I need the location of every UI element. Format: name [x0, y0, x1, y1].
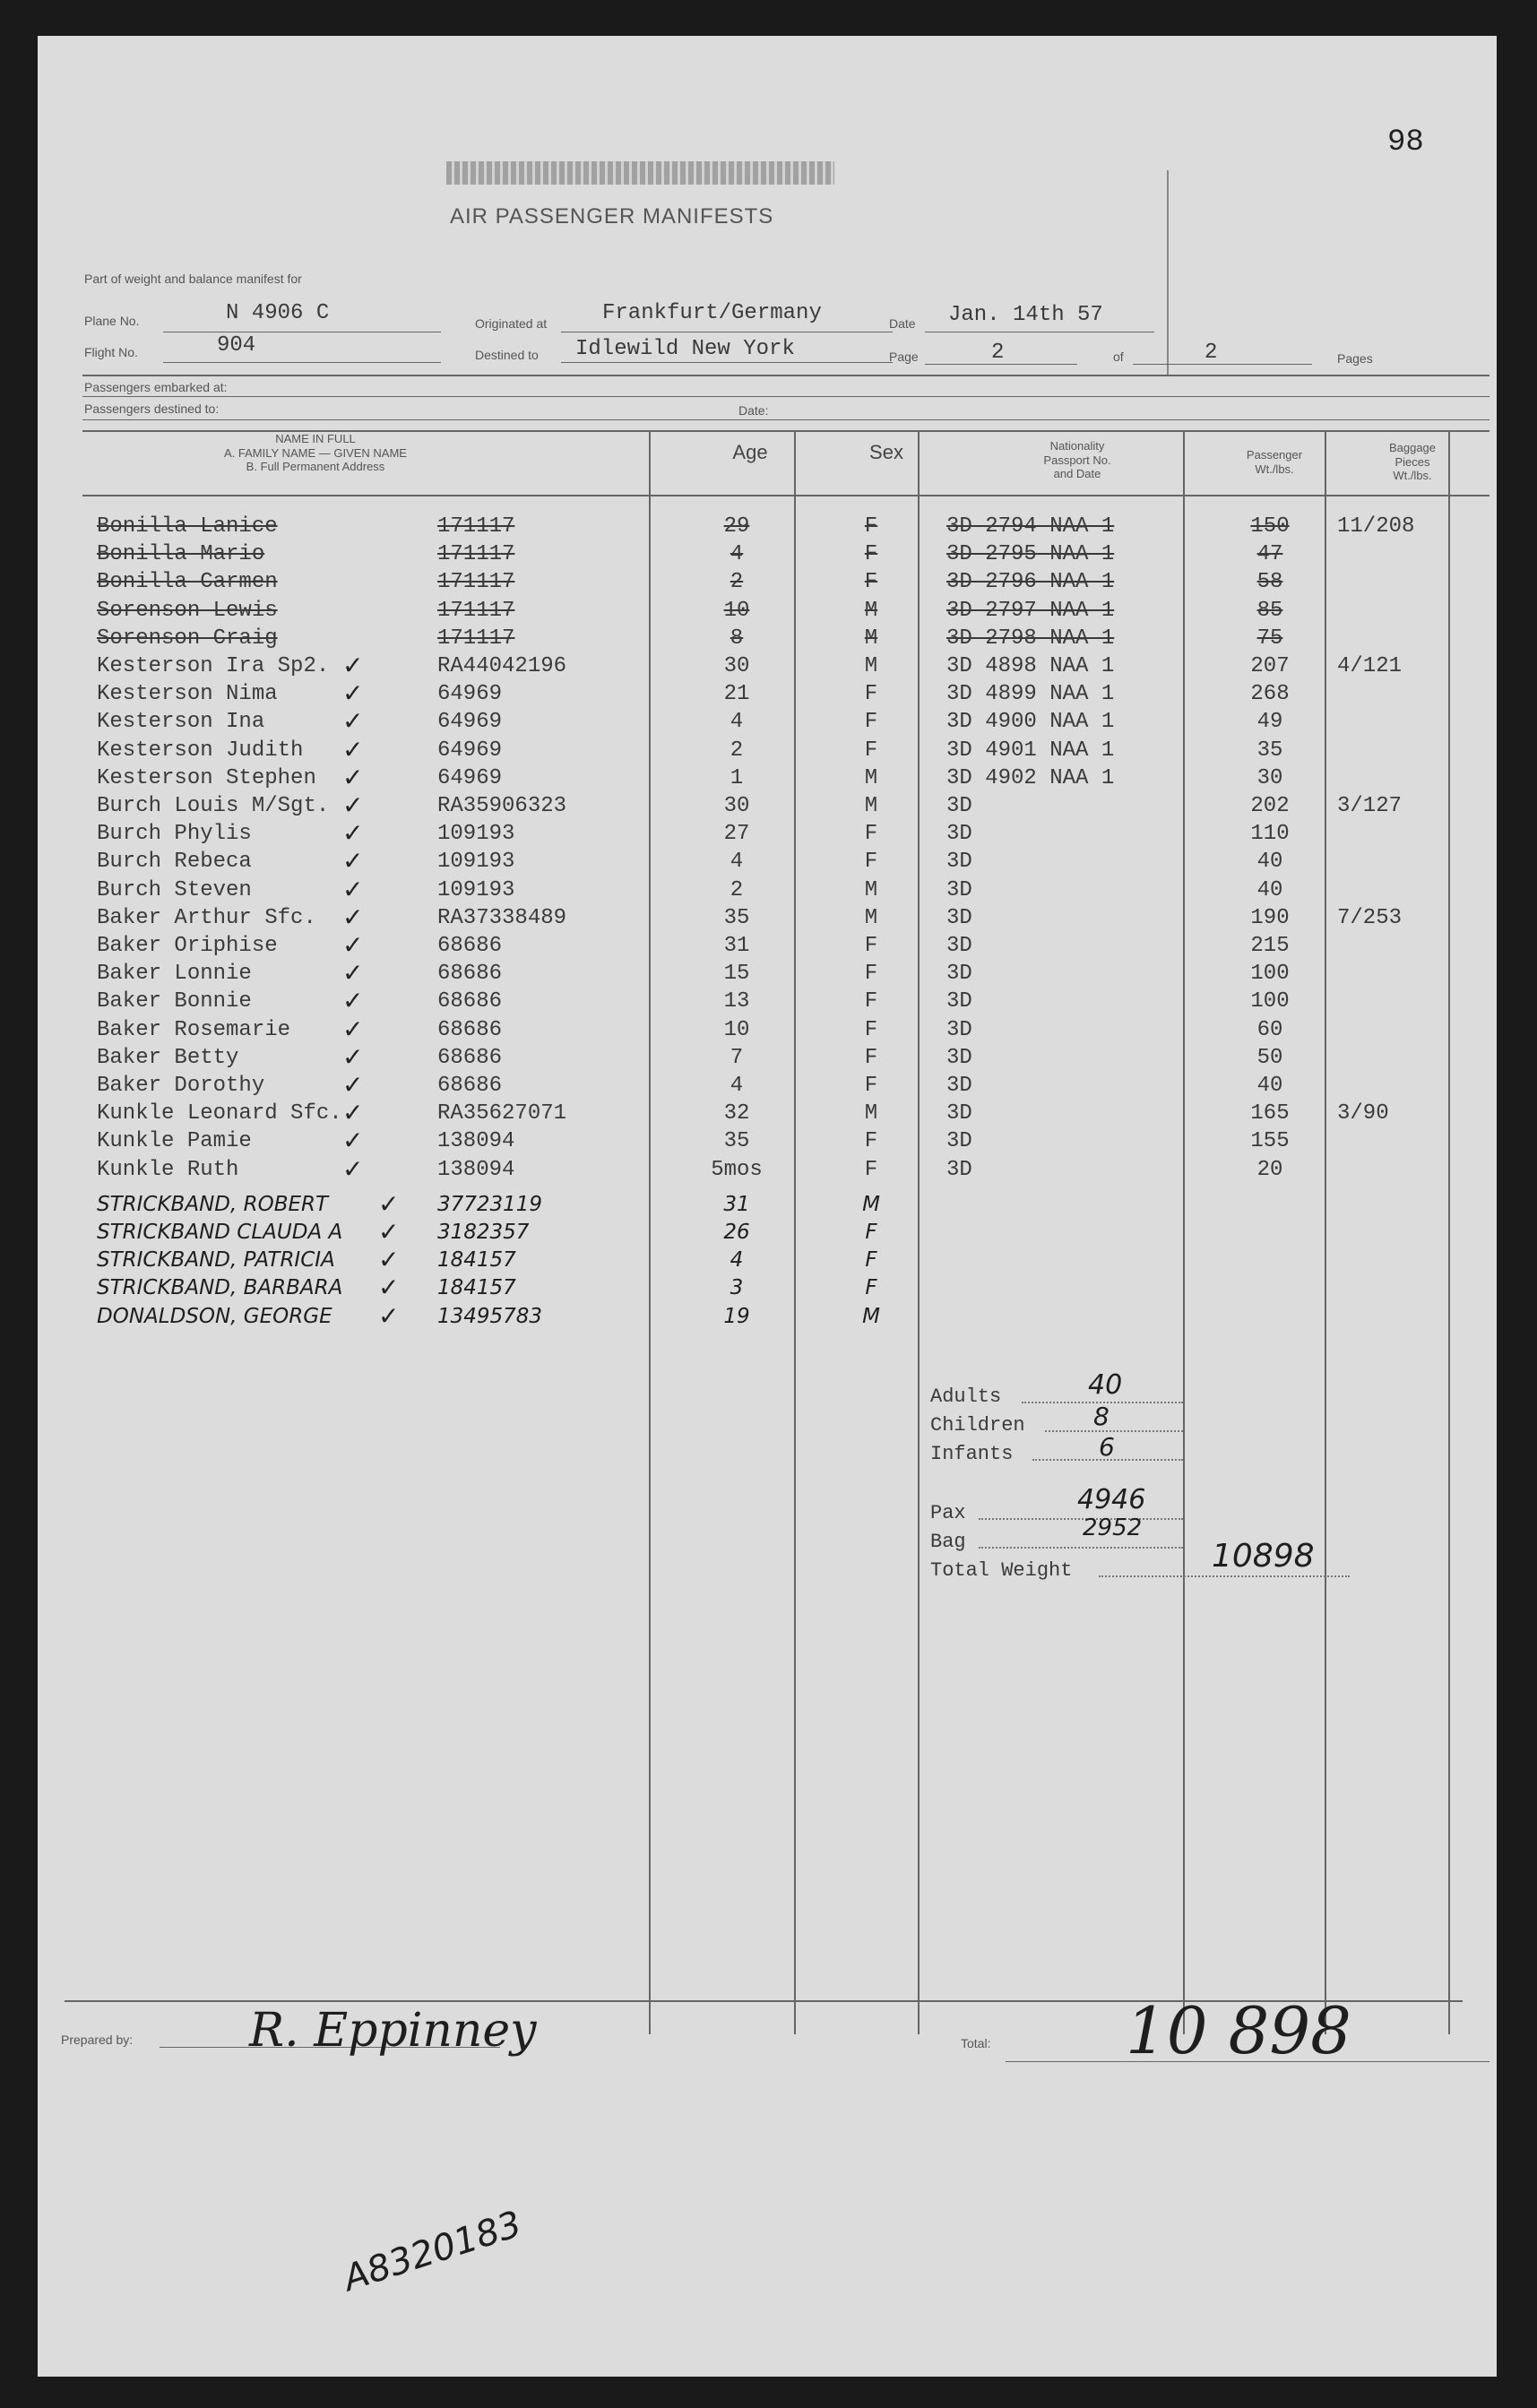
passenger-age: 4	[730, 1248, 744, 1273]
infants-value: 6	[1099, 1432, 1115, 1462]
passenger-sex: M	[862, 1192, 880, 1216]
passenger-age: 7	[730, 1045, 744, 1070]
passenger-address: 171117	[437, 570, 515, 595]
passenger-age: 2	[730, 877, 744, 902]
passenger-name: Baker Bonnie	[97, 989, 252, 1014]
checkmark-icon: ✓	[342, 652, 364, 679]
passenger-age: 2	[730, 570, 744, 595]
passenger-weight: 50	[1256, 1045, 1283, 1070]
passenger-address: 138094	[437, 1157, 515, 1182]
passenger-weight: 49	[1256, 710, 1283, 735]
checkmark-icon: ✓	[342, 987, 364, 1015]
passenger-address: 68686	[437, 989, 503, 1014]
passenger-weight: 75	[1256, 626, 1283, 651]
passenger-age: 15	[723, 962, 750, 987]
checkmark-icon: ✓	[378, 1246, 400, 1274]
passenger-address: 184157	[437, 1248, 516, 1273]
passenger-age: 21	[723, 682, 750, 707]
checkmark-icon: ✓	[342, 931, 364, 959]
checkmark-icon: ✓	[342, 902, 364, 931]
passenger-passport: 3D	[946, 1157, 972, 1182]
passenger-address: 171117	[437, 514, 515, 539]
plane-no-value: N 4906 C	[226, 301, 330, 325]
bag-value: 2952	[1083, 1515, 1143, 1541]
date-label: Date	[889, 316, 916, 331]
passenger-sex: F	[864, 1045, 878, 1070]
passenger-passport: 3D	[946, 850, 972, 875]
passenger-age: 27	[723, 822, 750, 847]
passenger-name: Kesterson Ira Sp2.	[97, 654, 330, 678]
passenger-address: RA37338489	[437, 905, 567, 930]
passenger-weight: 85	[1256, 598, 1283, 623]
checkmark-icon: ✓	[342, 959, 364, 988]
passenger-passport: 3D	[946, 794, 972, 818]
passenger-weight: 202	[1250, 794, 1290, 818]
passenger-sex: F	[865, 1248, 877, 1273]
form-title: AIR PASSENGER MANIFESTS	[450, 204, 774, 229]
passenger-name: Baker Lonnie	[97, 962, 252, 987]
passenger-sex: F	[864, 738, 878, 763]
checkmark-icon: ✓	[342, 791, 364, 819]
passenger-age: 31	[723, 934, 750, 958]
passenger-weight: 155	[1250, 1129, 1290, 1154]
passenger-name: Bonilla Mario	[97, 542, 265, 567]
passenger-address: 68686	[437, 1074, 503, 1098]
passenger-name: Baker Arthur Sfc.	[97, 905, 316, 930]
passenger-address: RA44042196	[437, 654, 567, 678]
passenger-sex: F	[864, 850, 878, 875]
checkmark-icon: ✓	[378, 1301, 400, 1330]
passenger-weight: 190	[1250, 905, 1290, 930]
passenger-address: RA35627071	[437, 1101, 567, 1126]
passenger-address: 138094	[437, 1129, 515, 1154]
checkmark-icon: ✓	[342, 1042, 364, 1071]
passenger-age: 3	[730, 1276, 744, 1300]
passenger-weight: 47	[1256, 542, 1283, 567]
adults-label: Adults	[930, 1385, 1002, 1408]
passenger-weight: 165	[1250, 1101, 1290, 1126]
plane-no-label: Plane No.	[84, 314, 140, 328]
passenger-name: Kunkle Ruth	[97, 1157, 239, 1182]
passenger-weight: 30	[1256, 765, 1283, 790]
passenger-name: Burch Phylis	[97, 822, 252, 847]
passenger-sex: F	[864, 989, 878, 1014]
passenger-name: Baker Betty	[97, 1045, 239, 1070]
passenger-sex: F	[864, 1129, 878, 1154]
originated-label: Originated at	[475, 316, 548, 331]
passenger-passport: 3D	[946, 822, 972, 847]
passenger-weight: 215	[1250, 934, 1290, 958]
adults-value: 40	[1088, 1369, 1123, 1401]
passenger-sex: F	[864, 570, 878, 595]
passenger-name: STRICKBAND CLAUDA A	[97, 1221, 343, 1244]
passenger-weight: 20	[1256, 1157, 1283, 1182]
total-label: Total:	[961, 2036, 991, 2050]
passenger-passport: 3D	[946, 1017, 972, 1042]
passenger-address: 109193	[437, 877, 515, 902]
passenger-address: 184157	[437, 1276, 516, 1300]
passenger-passport: 3D 2795 NAA 1	[946, 542, 1115, 567]
total-weight-value: 10898	[1212, 1538, 1315, 1575]
passenger-weight: 207	[1250, 654, 1290, 678]
passenger-sex: F	[864, 514, 878, 539]
passenger-name: STRICKBAND, PATRICIA	[97, 1248, 335, 1273]
passenger-address: 171117	[437, 626, 515, 651]
passenger-name: Burch Louis M/Sgt.	[97, 794, 330, 818]
passenger-weight: 110	[1250, 822, 1290, 847]
passenger-name: Kunkle Leonard Sfc.	[97, 1101, 342, 1126]
passenger-address: 109193	[437, 850, 515, 875]
infants-label: Infants	[930, 1443, 1014, 1465]
checkmark-icon: ✓	[342, 763, 364, 791]
passenger-sex: M	[864, 654, 878, 678]
total-weight-label: Total Weight	[930, 1559, 1073, 1582]
passenger-passport: 3D	[946, 877, 972, 902]
checkmark-icon: ✓	[342, 1126, 364, 1155]
passenger-baggage: 3/90	[1337, 1101, 1389, 1126]
passenger-age: 10	[723, 598, 750, 623]
checkmark-icon: ✓	[378, 1189, 400, 1218]
checkmark-icon: ✓	[342, 735, 364, 764]
passenger-passport: 3D 2796 NAA 1	[946, 570, 1115, 595]
pax-label: Pax	[930, 1502, 966, 1524]
passenger-address: 13495783	[437, 1304, 543, 1328]
passenger-passport: 3D 2797 NAA 1	[946, 598, 1115, 623]
passenger-name: Burch Steven	[97, 877, 252, 902]
passenger-weight: 150	[1250, 514, 1290, 539]
passenger-weight: 60	[1256, 1017, 1283, 1042]
passenger-age: 4	[730, 710, 744, 735]
col-nationality-header: Nationality Passport No. and Date	[1043, 439, 1111, 481]
checkmark-icon: ✓	[342, 1099, 364, 1127]
passenger-address: 64969	[437, 682, 503, 707]
passenger-age: 2	[730, 738, 744, 763]
passenger-name: Bonilla Carmen	[97, 570, 278, 595]
passenger-sex: F	[865, 1276, 877, 1300]
passenger-sex: F	[864, 542, 878, 567]
passenger-passport: 3D 4899 NAA 1	[946, 682, 1115, 707]
checkmark-icon: ✓	[342, 1071, 364, 1099]
passenger-sex: F	[864, 1074, 878, 1098]
passenger-name: Sorenson Craig	[97, 626, 278, 651]
passenger-age: 1	[730, 765, 744, 790]
pax-value: 4946	[1077, 1484, 1146, 1515]
header-divider	[1167, 170, 1169, 376]
children-label: Children	[930, 1414, 1025, 1437]
passenger-age: 8	[730, 626, 744, 651]
destined-label: Destined to	[475, 348, 539, 362]
passenger-address: 109193	[437, 822, 515, 847]
passenger-age: 32	[723, 1101, 750, 1126]
passenger-age: 4	[730, 542, 744, 567]
passenger-address: 68686	[437, 1045, 503, 1070]
passenger-name: STRICKBAND, ROBERT	[97, 1192, 329, 1216]
passenger-passport: 3D 4898 NAA 1	[946, 654, 1115, 678]
passenger-address: 171117	[437, 598, 515, 623]
passenger-age: 35	[723, 1129, 750, 1154]
passenger-sex: F	[864, 934, 878, 958]
passenger-name: Baker Rosemarie	[97, 1017, 291, 1042]
passenger-sex: M	[864, 1101, 878, 1126]
passenger-address: 64969	[437, 738, 503, 763]
col-age-header: Age	[732, 441, 768, 463]
passenger-name: Kunkle Pamie	[97, 1129, 252, 1154]
passenger-address: RA35906323	[437, 794, 567, 818]
passenger-sex: M	[864, 765, 878, 790]
title-stamp	[446, 161, 834, 185]
passenger-passport: 3D 2798 NAA 1	[946, 626, 1115, 651]
passenger-name: Kesterson Stephen	[97, 765, 316, 790]
passenger-passport: 3D 2794 NAA 1	[946, 514, 1115, 539]
col-sex-header: Sex	[869, 441, 903, 463]
destined-value: Idlewild New York	[575, 337, 795, 361]
flight-no-label: Flight No.	[84, 345, 138, 359]
flight-no-value: 904	[217, 333, 256, 358]
manifest-sheet	[38, 36, 1497, 2377]
passenger-sex: M	[864, 877, 878, 902]
passenger-age: 30	[723, 654, 750, 678]
passenger-weight: 100	[1250, 962, 1290, 987]
passenger-age: 35	[723, 905, 750, 930]
passenger-passport: 3D	[946, 1101, 972, 1126]
passenger-address: 68686	[437, 934, 503, 958]
handwritten-note: A8320183	[338, 2203, 527, 2300]
passenger-weight: 35	[1256, 738, 1283, 763]
passenger-sex: M	[864, 598, 878, 623]
of-label: of	[1113, 350, 1124, 364]
prepared-by-signature: R. Eppinney	[249, 2004, 537, 2058]
checkmark-icon: ✓	[342, 1014, 364, 1043]
passenger-baggage: 3/127	[1337, 794, 1403, 818]
passenger-address: 68686	[437, 962, 503, 987]
passenger-age: 31	[723, 1192, 750, 1216]
checkmark-icon: ✓	[342, 819, 364, 848]
bag-label: Bag	[930, 1531, 966, 1553]
passenger-name: Sorenson Lewis	[97, 598, 278, 623]
passenger-passport: 3D 4901 NAA 1	[946, 738, 1115, 763]
passenger-sex: F	[864, 962, 878, 987]
passenger-address: 64969	[437, 710, 503, 735]
passenger-passport: 3D	[946, 1074, 972, 1098]
passenger-name: STRICKBAND, BARBARA	[97, 1276, 343, 1300]
passenger-age: 4	[730, 850, 744, 875]
passenger-sex: F	[864, 822, 878, 847]
passenger-passport: 3D	[946, 934, 972, 958]
passenger-passport: 3D	[946, 962, 972, 987]
passenger-sex: M	[864, 794, 878, 818]
passenger-name: Kesterson Nima	[97, 682, 278, 707]
children-value: 8	[1093, 1402, 1110, 1431]
passenger-weight: 40	[1256, 877, 1283, 902]
passenger-name: Kesterson Ina	[97, 710, 265, 735]
passenger-name: Baker Dorothy	[97, 1074, 265, 1098]
passenger-passport: 3D 4902 NAA 1	[946, 765, 1115, 790]
passenger-age: 29	[723, 514, 750, 539]
pages-label: Pages	[1337, 351, 1373, 366]
passenger-weight: 268	[1250, 682, 1290, 707]
col-name-header: NAME IN FULL A. FAMILY NAME — GIVEN NAME B. Full Permanent Address	[224, 432, 407, 474]
passenger-sex: M	[864, 626, 878, 651]
passenger-age: 10	[723, 1017, 750, 1042]
passenger-sex: F	[865, 1221, 877, 1244]
passenger-passport: 3D 4900 NAA 1	[946, 710, 1115, 735]
of-value: 2	[1205, 341, 1218, 365]
checkmark-icon: ✓	[342, 875, 364, 903]
page-value: 2	[991, 341, 1005, 365]
originated-value: Frankfurt/Germany	[602, 301, 822, 325]
checkmark-icon: ✓	[378, 1273, 400, 1302]
destined-to-label: Passengers destined to:	[84, 401, 220, 416]
passenger-sex: F	[864, 1157, 878, 1182]
passenger-weight: 58	[1256, 570, 1283, 595]
passenger-address: 64969	[437, 765, 503, 790]
passenger-age: 4	[730, 1074, 744, 1098]
passenger-age: 26	[723, 1221, 750, 1244]
checkmark-icon: ✓	[342, 679, 364, 708]
passenger-weight: 40	[1256, 850, 1283, 875]
passenger-baggage: 4/121	[1337, 654, 1403, 678]
passenger-name: DONALDSON, GEORGE	[97, 1304, 332, 1328]
passenger-address: 171117	[437, 542, 515, 567]
checkmark-icon: ✓	[342, 847, 364, 876]
passenger-name: Baker Oriphise	[97, 934, 278, 958]
passenger-sex: F	[864, 710, 878, 735]
passenger-name: Bonilla Lanice	[97, 514, 278, 539]
passenger-sex: F	[864, 1017, 878, 1042]
checkmark-icon: ✓	[342, 1154, 364, 1183]
passenger-sex: M	[862, 1304, 880, 1328]
passenger-passport: 3D	[946, 905, 972, 930]
passenger-weight: 100	[1250, 989, 1290, 1014]
passenger-passport: 3D	[946, 1045, 972, 1070]
col-passenger-wt-header: Passenger Wt./lbs.	[1246, 448, 1303, 476]
passenger-age: 13	[723, 989, 750, 1014]
passenger-passport: 3D	[946, 1129, 972, 1154]
passenger-address: 3182357	[437, 1221, 530, 1244]
passenger-name: Burch Rebeca	[97, 850, 252, 875]
passenger-sex: M	[864, 905, 878, 930]
passenger-name: Kesterson Judith	[97, 738, 304, 763]
page-label: Page	[889, 350, 919, 364]
passenger-weight: 40	[1256, 1074, 1283, 1098]
passenger-address: 68686	[437, 1017, 503, 1042]
checkmark-icon: ✓	[342, 707, 364, 736]
passenger-address: 37723119	[437, 1192, 543, 1216]
passenger-passport: 3D	[946, 989, 972, 1014]
passenger-baggage: 7/253	[1337, 905, 1403, 930]
part-of-label: Part of weight and balance manifest for	[84, 272, 302, 286]
passenger-age: 5mos	[711, 1157, 763, 1182]
date2-label: Date:	[738, 403, 769, 418]
passenger-sex: F	[864, 682, 878, 707]
embarked-label: Passengers embarked at:	[84, 380, 228, 394]
page-number: 98	[1387, 125, 1424, 160]
footer-total-value: 10 898	[1126, 1993, 1351, 2068]
date-value: Jan. 14th 57	[948, 303, 1103, 327]
prepared-by-label: Prepared by:	[61, 2033, 134, 2047]
passenger-age: 30	[723, 794, 750, 818]
checkmark-icon: ✓	[378, 1218, 400, 1246]
passenger-age: 19	[723, 1304, 750, 1328]
col-baggage-header: Baggage Pieces Wt./lbs.	[1388, 441, 1437, 483]
passenger-baggage: 11/208	[1337, 514, 1415, 539]
